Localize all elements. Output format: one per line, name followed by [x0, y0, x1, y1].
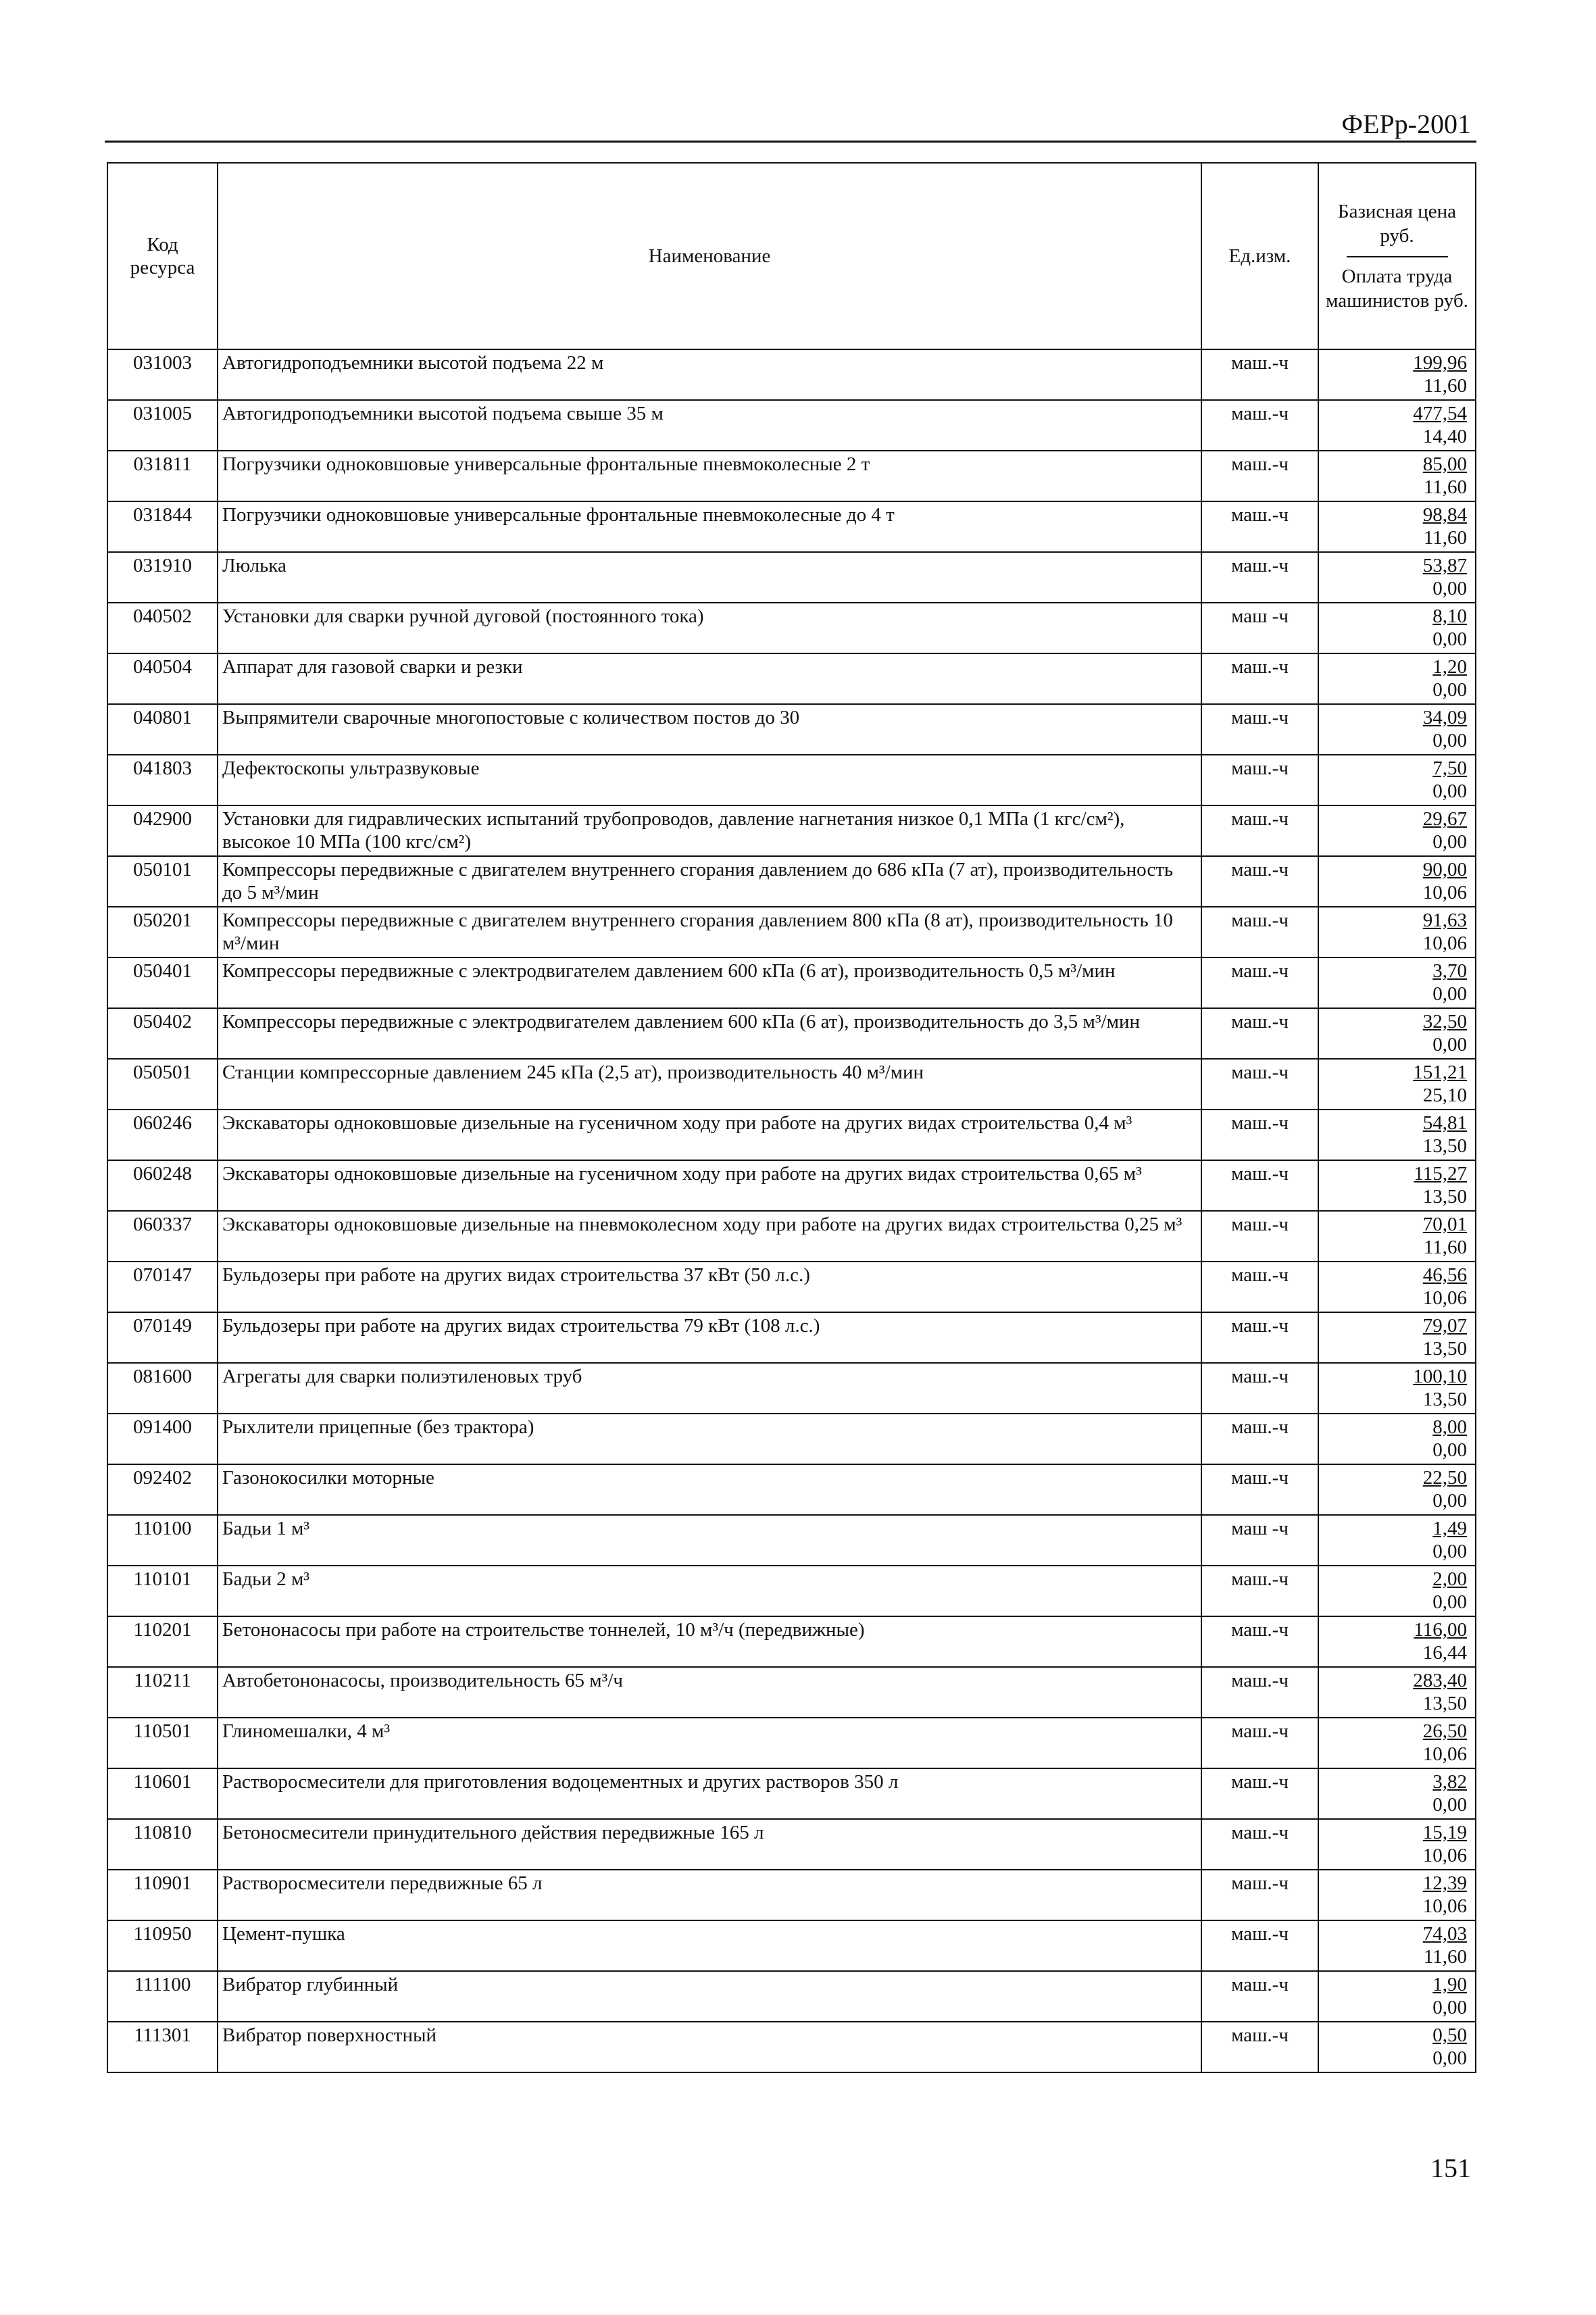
resource-unit: маш.-ч	[1201, 1616, 1318, 1667]
column-header-price	[1318, 163, 1476, 349]
resource-name: Вибратор глубинный	[218, 1971, 1201, 2022]
resource-unit: маш.-ч	[1201, 1819, 1318, 1870]
resource-price-cell	[1318, 1566, 1476, 1616]
resource-price-cell	[1318, 957, 1476, 1008]
resource-price-cell	[1318, 1819, 1476, 1870]
base-price: 477,54	[1413, 403, 1467, 424]
table-row	[107, 1971, 1476, 2022]
operator-pay: 13,50	[1422, 1338, 1467, 1360]
resource-code: 031844	[107, 501, 218, 552]
resource-price-cell	[1318, 653, 1476, 704]
base-price: 70,01	[1422, 1214, 1467, 1235]
resource-name: Автогидроподъемники высотой подъема 22 м	[218, 349, 1201, 400]
resource-code: 031005	[107, 400, 218, 451]
operator-pay: 13,50	[1422, 1186, 1467, 1208]
base-price: 32,50	[1422, 1011, 1467, 1032]
resource-code: 031811	[107, 451, 218, 501]
resource-code: 110100	[107, 1515, 218, 1566]
operator-pay: 11,60	[1423, 1946, 1467, 1968]
table-row	[107, 2022, 1476, 2072]
base-price: 74,03	[1422, 1923, 1467, 1945]
operator-pay: 0,00	[1432, 1034, 1467, 1055]
resource-code: 050201	[107, 907, 218, 957]
resource-name: Бадьи 1 м³	[218, 1515, 1201, 1566]
resource-code: 050402	[107, 1008, 218, 1059]
table-row	[107, 349, 1476, 400]
base-price: 46,56	[1422, 1264, 1467, 1286]
resource-name: Вибратор поверхностный	[218, 2022, 1201, 2072]
base-price: 22,50	[1422, 1467, 1467, 1489]
table-header-row	[107, 163, 1476, 349]
table-row	[107, 1008, 1476, 1059]
base-price: 1,49	[1432, 1518, 1467, 1539]
base-price: 151,21	[1413, 1062, 1467, 1083]
resource-unit: маш.-ч	[1201, 1718, 1318, 1768]
base-price: 7,50	[1432, 757, 1467, 779]
resource-code: 110950	[107, 1920, 218, 1971]
resource-code: 060337	[107, 1211, 218, 1262]
resource-name: Рыхлители прицепные (без трактора)	[218, 1414, 1201, 1464]
resource-name: Бульдозеры при работе на других видах строительства 79 кВт (108 л.с.)	[218, 1312, 1201, 1363]
table-row	[107, 1819, 1476, 1870]
resource-name: Дефектоскопы ультразвуковые	[218, 755, 1201, 805]
base-price: 1,90	[1432, 1974, 1467, 1995]
resource-price-cell	[1318, 704, 1476, 755]
operator-pay: 11,60	[1423, 527, 1467, 549]
resource-name: Компрессоры передвижные с двигателем внутреннего сгорания давлением 800 кПа (8 ат), производительность 10 м³/мин	[218, 907, 1201, 957]
resource-price-cell	[1318, 1971, 1476, 2022]
resource-unit: маш.-ч	[1201, 1110, 1318, 1160]
column-header-base-price: Базисная цена руб.	[1337, 201, 1457, 247]
resource-unit: маш.-ч	[1201, 907, 1318, 957]
table-row	[107, 1464, 1476, 1515]
base-price: 90,00	[1422, 859, 1467, 880]
resource-code: 040801	[107, 704, 218, 755]
resource-price-cell	[1318, 755, 1476, 805]
operator-pay: 10,06	[1422, 932, 1467, 954]
resource-code: 060246	[107, 1110, 218, 1160]
table-row	[107, 1718, 1476, 1768]
resource-unit: маш.-ч	[1201, 1464, 1318, 1515]
resource-name: Погрузчики одноковшовые универсальные фронтальные пневмоколесные 2 т	[218, 451, 1201, 501]
header-rule	[105, 141, 1476, 143]
operator-pay: 10,06	[1422, 1895, 1467, 1917]
operator-pay: 0,00	[1432, 1591, 1467, 1613]
resource-name: Экскаваторы одноковшовые дизельные на гусеничном ходу при работе на других видах строительства 0,4 м³	[218, 1110, 1201, 1160]
table-row	[107, 805, 1476, 856]
resource-price-cell	[1318, 1008, 1476, 1059]
page-number: 151	[1430, 2153, 1471, 2183]
resource-code: 111100	[107, 1971, 218, 2022]
resource-code: 091400	[107, 1414, 218, 1464]
table-row	[107, 1059, 1476, 1110]
resource-unit: маш.-ч	[1201, 1008, 1318, 1059]
table-row	[107, 603, 1476, 653]
resource-unit: маш.-ч	[1201, 1363, 1318, 1414]
resource-unit: маш -ч	[1201, 1515, 1318, 1566]
resource-unit: маш.-ч	[1201, 653, 1318, 704]
base-price: 15,19	[1422, 1822, 1467, 1843]
resource-unit: маш.-ч	[1201, 755, 1318, 805]
resource-name: Бульдозеры при работе на других видах строительства 37 кВт (50 л.с.)	[218, 1262, 1201, 1312]
resource-name: Компрессоры передвижные с электродвигателем давлением 600 кПа (6 ат), производительность 0,5 м³/мин	[218, 957, 1201, 1008]
resource-code: 111301	[107, 2022, 218, 2072]
table-row	[107, 1363, 1476, 1414]
base-price: 283,40	[1413, 1670, 1467, 1691]
resource-unit: маш.-ч	[1201, 704, 1318, 755]
operator-pay: 10,06	[1422, 1743, 1467, 1765]
operator-pay: 11,60	[1423, 476, 1467, 498]
resource-unit: маш.-ч	[1201, 1160, 1318, 1211]
resource-unit: маш.-ч	[1201, 957, 1318, 1008]
resource-unit: маш.-ч	[1201, 400, 1318, 451]
resource-price-cell	[1318, 2022, 1476, 2072]
resource-name: Бадьи 2 м³	[218, 1566, 1201, 1616]
resource-code: 110901	[107, 1870, 218, 1920]
table-row	[107, 907, 1476, 957]
base-price: 12,39	[1422, 1872, 1467, 1894]
base-price: 29,67	[1422, 808, 1467, 830]
base-price: 98,84	[1422, 504, 1467, 526]
column-header-name: Наименование	[218, 163, 1201, 349]
resource-name: Установки для сварки ручной дуговой (постоянного тока)	[218, 603, 1201, 653]
table-row	[107, 1262, 1476, 1312]
operator-pay: 0,00	[1432, 983, 1467, 1005]
column-header-operator-pay: Оплата труда машинистов руб.	[1326, 266, 1468, 312]
resource-code: 031910	[107, 552, 218, 603]
resource-price-cell	[1318, 1211, 1476, 1262]
resource-unit: маш.-ч	[1201, 1414, 1318, 1464]
resource-price-cell	[1318, 856, 1476, 907]
base-price: 54,81	[1422, 1112, 1467, 1134]
resource-name: Растворосмесители передвижные 65 л	[218, 1870, 1201, 1920]
resource-price-cell	[1318, 1059, 1476, 1110]
resource-price-cell	[1318, 1312, 1476, 1363]
resource-code: 092402	[107, 1464, 218, 1515]
operator-pay: 0,00	[1432, 730, 1467, 751]
resource-unit: маш.-ч	[1201, 552, 1318, 603]
resource-price-cell	[1318, 1414, 1476, 1464]
operator-pay: 0,00	[1432, 2047, 1467, 2069]
resource-code: 110810	[107, 1819, 218, 1870]
operator-pay: 0,00	[1432, 1541, 1467, 1562]
base-price: 100,10	[1413, 1366, 1467, 1387]
operator-pay: 11,60	[1423, 1237, 1467, 1258]
resource-name: Автобетононасосы, производительность 65 м³/ч	[218, 1667, 1201, 1718]
resource-price-cell	[1318, 1718, 1476, 1768]
resource-price-cell	[1318, 1363, 1476, 1414]
resource-unit: маш.-ч	[1201, 2022, 1318, 2072]
resource-name: Глиномешалки, 4 м³	[218, 1718, 1201, 1768]
column-header-unit: Ед.изм.	[1201, 163, 1318, 349]
resource-price-cell	[1318, 907, 1476, 957]
resource-price-cell	[1318, 1616, 1476, 1667]
resource-code: 110501	[107, 1718, 218, 1768]
resource-code: 040504	[107, 653, 218, 704]
table-row	[107, 1211, 1476, 1262]
base-price: 2,00	[1432, 1568, 1467, 1590]
column-header-divider	[1347, 256, 1448, 257]
operator-pay: 0,00	[1432, 628, 1467, 650]
resource-code: 081600	[107, 1363, 218, 1414]
resource-name: Цемент-пушка	[218, 1920, 1201, 1971]
resource-name: Аппарат для газовой сварки и резки	[218, 653, 1201, 704]
resource-name: Станции компрессорные давлением 245 кПа (2,5 ат), производительность 40 м³/мин	[218, 1059, 1201, 1110]
resource-code: 110601	[107, 1768, 218, 1819]
operator-pay: 25,10	[1422, 1085, 1467, 1106]
resource-name: Агрегаты для сварки полиэтиленовых труб	[218, 1363, 1201, 1414]
resource-code: 040502	[107, 603, 218, 653]
resource-price-cell	[1318, 603, 1476, 653]
resource-price-cell	[1318, 400, 1476, 451]
resource-unit: маш.-ч	[1201, 501, 1318, 552]
operator-pay: 0,00	[1432, 578, 1467, 599]
resource-code: 042900	[107, 805, 218, 856]
resource-price-cell	[1318, 1464, 1476, 1515]
resource-unit: маш.-ч	[1201, 805, 1318, 856]
document-code: ФЕРр-2001	[1341, 109, 1471, 139]
resource-name: Экскаваторы одноковшовые дизельные на гусеничном ходу при работе на других видах строительства 0,65 м³	[218, 1160, 1201, 1211]
base-price: 0,50	[1432, 2024, 1467, 2046]
resource-name: Растворосмесители для приготовления водоцементных и других растворов 350 л	[218, 1768, 1201, 1819]
resource-price-cell	[1318, 349, 1476, 400]
table-row	[107, 957, 1476, 1008]
resource-price-cell	[1318, 501, 1476, 552]
resource-price-cell	[1318, 1870, 1476, 1920]
resource-unit: маш.-ч	[1201, 1566, 1318, 1616]
table-row	[107, 552, 1476, 603]
resource-unit: маш.-ч	[1201, 1312, 1318, 1363]
resource-code: 110211	[107, 1667, 218, 1718]
base-price: 34,09	[1422, 707, 1467, 728]
base-price: 115,27	[1414, 1163, 1467, 1185]
resource-name: Погрузчики одноковшовые универсальные фронтальные пневмоколесные до 4 т	[218, 501, 1201, 552]
table-row	[107, 1920, 1476, 1971]
resource-price-cell	[1318, 1262, 1476, 1312]
resource-name: Компрессоры передвижные с электродвигателем давлением 600 кПа (6 ат), производительность до 3,5 м³/мин	[218, 1008, 1201, 1059]
table-row	[107, 1110, 1476, 1160]
base-price: 3,82	[1432, 1771, 1467, 1793]
operator-pay: 10,06	[1422, 1287, 1467, 1309]
base-price: 79,07	[1422, 1315, 1467, 1337]
resource-table	[107, 162, 1476, 2073]
resource-price-cell	[1318, 552, 1476, 603]
table-row	[107, 1870, 1476, 1920]
table-row	[107, 1160, 1476, 1211]
operator-pay: 14,40	[1422, 426, 1467, 447]
base-price: 3,70	[1432, 960, 1467, 982]
operator-pay: 0,00	[1432, 780, 1467, 802]
resource-price-cell	[1318, 1768, 1476, 1819]
operator-pay: 0,00	[1432, 831, 1467, 853]
resource-code: 070147	[107, 1262, 218, 1312]
resource-code: 060248	[107, 1160, 218, 1211]
table-row	[107, 501, 1476, 552]
resource-name: Бетононасосы при работе на строительстве тоннелей, 10 м³/ч (передвижные)	[218, 1616, 1201, 1667]
resource-price-cell	[1318, 451, 1476, 501]
resource-price-cell	[1318, 1110, 1476, 1160]
resource-code: 041803	[107, 755, 218, 805]
resource-unit: маш -ч	[1201, 603, 1318, 653]
resource-name: Люлька	[218, 552, 1201, 603]
base-price: 26,50	[1422, 1720, 1467, 1742]
resource-code: 031003	[107, 349, 218, 400]
resource-unit: маш.-ч	[1201, 1667, 1318, 1718]
resource-code: 050401	[107, 957, 218, 1008]
operator-pay: 0,00	[1432, 1794, 1467, 1816]
resource-unit: маш.-ч	[1201, 1920, 1318, 1971]
table-row	[107, 1515, 1476, 1566]
resource-price-cell	[1318, 1160, 1476, 1211]
table-row	[107, 451, 1476, 501]
resource-unit: маш.-ч	[1201, 451, 1318, 501]
operator-pay: 0,00	[1432, 1439, 1467, 1461]
resource-code: 110201	[107, 1616, 218, 1667]
resource-unit: маш.-ч	[1201, 1262, 1318, 1312]
base-price: 85,00	[1422, 453, 1467, 475]
resource-code: 110101	[107, 1566, 218, 1616]
column-header-code: Код ресурса	[107, 163, 218, 349]
table-row	[107, 653, 1476, 704]
resource-unit: маш.-ч	[1201, 856, 1318, 907]
operator-pay: 0,00	[1432, 1997, 1467, 2018]
operator-pay: 0,00	[1432, 679, 1467, 701]
resource-price-cell	[1318, 1667, 1476, 1718]
resource-unit: маш.-ч	[1201, 1971, 1318, 2022]
table-row	[107, 400, 1476, 451]
resource-name: Экскаваторы одноковшовые дизельные на пневмоколесном ходу при работе на других видах строительства 0,25 м³	[218, 1211, 1201, 1262]
resource-code: 070149	[107, 1312, 218, 1363]
resource-name: Бетоносмесители принудительного действия передвижные 165 л	[218, 1819, 1201, 1870]
resource-code: 050501	[107, 1059, 218, 1110]
resource-name: Газонокосилки моторные	[218, 1464, 1201, 1515]
base-price: 116,00	[1414, 1619, 1467, 1641]
table-row	[107, 1667, 1476, 1718]
base-price: 8,00	[1432, 1416, 1467, 1438]
operator-pay: 0,00	[1432, 1490, 1467, 1512]
resource-price-cell	[1318, 1920, 1476, 1971]
table-row	[107, 856, 1476, 907]
base-price: 53,87	[1422, 555, 1467, 576]
table-row	[107, 1312, 1476, 1363]
table-row	[107, 1566, 1476, 1616]
table-row	[107, 1768, 1476, 1819]
operator-pay: 13,50	[1422, 1135, 1467, 1157]
operator-pay: 11,60	[1423, 375, 1467, 397]
operator-pay: 16,44	[1422, 1642, 1467, 1664]
operator-pay: 13,50	[1422, 1693, 1467, 1714]
table-row	[107, 755, 1476, 805]
resource-unit: маш.-ч	[1201, 1211, 1318, 1262]
table-row	[107, 704, 1476, 755]
base-price: 8,10	[1432, 605, 1467, 627]
operator-pay: 10,06	[1422, 882, 1467, 903]
resource-code: 050101	[107, 856, 218, 907]
base-price: 1,20	[1432, 656, 1467, 678]
operator-pay: 10,06	[1422, 1845, 1467, 1866]
resource-unit: маш.-ч	[1201, 349, 1318, 400]
resource-unit: маш.-ч	[1201, 1059, 1318, 1110]
table-row	[107, 1616, 1476, 1667]
resource-name: Установки для гидравлических испытаний трубопроводов, давление нагнетания низкое 0,1 МПа (1 кгс/см²), высокое 10 МПа (100 кгс/см²)	[218, 805, 1201, 856]
base-price: 199,96	[1413, 352, 1467, 374]
resource-name: Выпрямители сварочные многопостовые с количеством постов до 30	[218, 704, 1201, 755]
base-price: 91,63	[1422, 910, 1467, 931]
operator-pay: 13,50	[1422, 1389, 1467, 1410]
table-row	[107, 1414, 1476, 1464]
resource-price-cell	[1318, 805, 1476, 856]
resource-name: Автогидроподъемники высотой подъема свыше 35 м	[218, 400, 1201, 451]
resource-price-cell	[1318, 1515, 1476, 1566]
resource-name: Компрессоры передвижные с двигателем внутреннего сгорания давлением до 686 кПа (7 ат), производительность до 5 м³/мин	[218, 856, 1201, 907]
resource-unit: маш.-ч	[1201, 1870, 1318, 1920]
resource-unit: маш.-ч	[1201, 1768, 1318, 1819]
